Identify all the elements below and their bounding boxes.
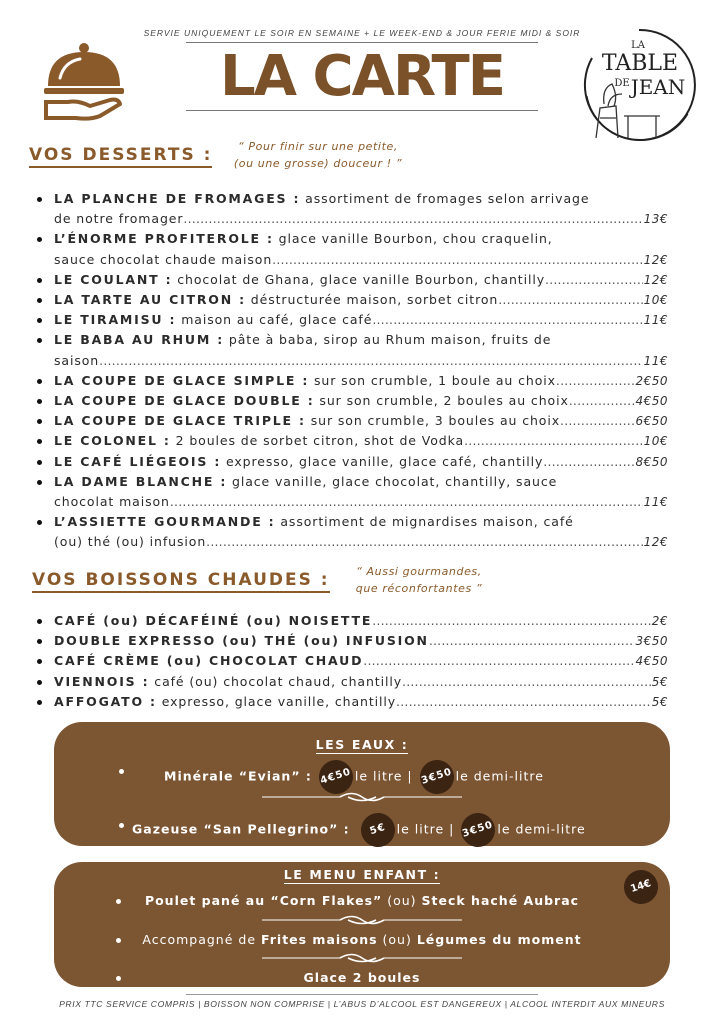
menu-item-description: sur son crumble, 1 boule au choix	[309, 372, 556, 388]
menu-item-description-continued: (ou) thé (ou) infusion	[54, 534, 207, 550]
menu-item-price: 5€	[651, 694, 668, 709]
menu-item-price: 12€	[643, 535, 668, 550]
menu-item-line	[54, 532, 668, 552]
dot-leader	[556, 371, 635, 391]
menu-item-name: LA PLANCHE DE FROMAGES :	[54, 191, 301, 206]
hot-drinks-quote-line2: que réconfortantes ”	[355, 582, 483, 595]
menu-item	[36, 189, 668, 229]
dessert-list	[36, 189, 668, 553]
menu-item	[36, 452, 668, 472]
dot-leader	[396, 692, 651, 712]
waters-panel	[54, 722, 670, 846]
bullet	[119, 769, 124, 774]
menu-item-description-continued: chocolat maison	[54, 494, 170, 510]
menu-item-line	[54, 631, 668, 651]
menu-item-line	[54, 330, 668, 350]
menu-item-price: 10€	[643, 434, 668, 449]
title-bottom-rule	[186, 110, 538, 111]
menu-item-line	[54, 512, 668, 532]
logo-text-la: LA	[631, 40, 645, 51]
menu-item-description: sur son crumble, 3 boules au choix	[305, 413, 561, 429]
menu-item-name: L’ÉNORME PROFITEROLE :	[54, 231, 274, 247]
dot-leader	[429, 631, 635, 651]
dot-leader	[464, 431, 642, 451]
water-sparkling-price-litre: 5€	[356, 809, 399, 852]
menu-item-description: assortiment de fromages selon arrivage	[300, 191, 590, 206]
kids-side-fries: Frites maisons	[261, 932, 378, 947]
menu-item-price: 4€50	[635, 654, 668, 669]
menu-item	[36, 472, 668, 512]
dot-leader	[372, 611, 651, 631]
menu-item	[36, 391, 668, 411]
water-sparkling-line	[132, 813, 667, 847]
kids-menu-price: 14€	[620, 866, 663, 909]
dot-leader	[560, 411, 634, 431]
menu-item-line	[54, 472, 668, 492]
kids-main-steak: Steck haché Aubrac	[421, 893, 580, 908]
menu-item-name: LE CAFÉ LIÉGEOIS :	[54, 453, 222, 469]
menu-item-name: LA COUPE DE GLACE DOUBLE :	[54, 393, 315, 409]
menu-item-description: glace vanille Bourbon, chou craquelin,	[273, 231, 553, 247]
service-hours-note: SERVIE UNIQUEMENT LE SOIR EN SEMAINE + LE WEEK-END & JOUR FERIE MIDI & SOIR	[143, 28, 581, 38]
menu-item-description: glace vanille, glace chocolat, chantilly, sauce	[227, 473, 558, 489]
dot-leader	[99, 351, 642, 371]
dot-leader	[498, 290, 642, 310]
hot-drinks-quote-line1: “ Aussi gourmandes,	[356, 565, 482, 578]
water-sparkling-price-half: 3€50	[457, 809, 500, 852]
footer-rule	[186, 994, 538, 995]
menu-item-price: 12€	[643, 272, 668, 287]
kids-main-or: (ou)	[382, 893, 422, 908]
menu-item	[36, 371, 668, 391]
menu-item-line	[54, 189, 668, 209]
dot-leader	[272, 250, 642, 270]
divider-ornament	[262, 790, 462, 804]
menu-item-description-continued: de notre fromager	[54, 211, 184, 227]
menu-item-line	[54, 411, 668, 431]
desserts-quote	[212, 138, 424, 172]
menu-item-name: L’ASSIETTE GOURMANDE :	[54, 514, 276, 530]
menu-item-line	[54, 672, 668, 692]
menu-item-price: 2€	[651, 614, 668, 628]
cloche-icon	[40, 38, 128, 122]
menu-item-description: 2 boules de sorbet citron, shot de Vodka	[170, 433, 465, 449]
waters-title-text: LES EAUX :	[315, 737, 409, 752]
page-title: LA CARTE	[219, 44, 504, 109]
hot-drinks-title: VOS BOISSONS CHAUDES :	[32, 570, 330, 593]
logo-text-de: DE	[614, 78, 630, 89]
water-still-unit-half: le demi-litre	[455, 768, 544, 784]
menu-item-line	[54, 209, 668, 229]
divider-ornament	[262, 951, 462, 965]
desserts-title: VOS DESSERTS :	[29, 145, 212, 168]
menu-item	[36, 330, 668, 370]
divider-ornament	[262, 913, 462, 927]
menu-item-line	[54, 270, 668, 290]
menu-item	[36, 310, 668, 330]
menu-item-price: 13€	[643, 212, 668, 227]
dot-leader	[372, 310, 642, 330]
menu-item-description: assortiment de mignardises maison, café	[275, 514, 574, 530]
kids-menu-dessert: Glace 2 boules	[303, 970, 421, 985]
menu-item-description: maison au café, glace café	[176, 312, 373, 328]
kids-side-intro: Accompagné de	[142, 932, 261, 947]
menu-item-price: 11€	[643, 495, 668, 510]
menu-item-name: AFFOGATO :	[54, 693, 157, 709]
menu-item-name: VIENNOIS :	[54, 673, 150, 689]
restaurant-logo	[578, 26, 700, 144]
menu-item	[36, 651, 668, 671]
water-still-price-half: 3€50	[415, 756, 458, 799]
dot-leader	[545, 270, 643, 290]
desserts-quote-line1: “ Pour finir sur une petite,	[238, 140, 398, 153]
dot-leader	[543, 452, 634, 472]
menu-item-name: LA COUPE DE GLACE TRIPLE :	[54, 413, 306, 429]
menu-item-line	[54, 651, 668, 671]
menu-item-description: expresso, glace vanille, glace café, chantilly	[221, 453, 544, 469]
menu-item	[36, 270, 668, 290]
menu-item-name: LE COLONEL :	[54, 433, 171, 449]
legal-footer: PRIX TTC SERVICE COMPRIS | BOISSON NON COMPRISE | L’ABUS D’ALCOOL EST DANGEREUX | ALCOOL INTERDIT AUX MINEURS	[59, 999, 665, 1009]
menu-item-name: LA DAME BLANCHE :	[54, 473, 228, 489]
menu-item-price: 6€50	[635, 414, 668, 429]
water-still-line	[164, 760, 664, 794]
menu-item-description: expresso, glace vanille, chantilly	[156, 693, 397, 709]
kids-menu-line-main	[54, 893, 670, 908]
dot-leader	[363, 651, 634, 671]
hot-drinks-list	[36, 611, 668, 712]
logo-text-jean: JEAN	[630, 75, 686, 99]
menu-item	[36, 229, 668, 269]
desserts-quote-line2: (ou une grosse) douceur ! ”	[233, 157, 403, 170]
kids-menu-title	[54, 867, 670, 882]
water-sparkling-unit-half: le demi-litre	[497, 821, 586, 837]
menu-item-description: café (ou) chocolat chaud, chantilly	[149, 673, 403, 689]
menu-item-line	[54, 611, 668, 631]
menu-item	[36, 611, 668, 631]
dot-leader	[402, 672, 651, 692]
dot-leader	[183, 209, 642, 229]
menu-item-description-continued: saison	[54, 352, 100, 368]
menu-item-description: pâte à baba, sirop au Rhum maison, fruits de	[224, 332, 552, 348]
menu-item-line	[54, 452, 668, 472]
menu-item-price: 10€	[643, 293, 668, 308]
bullet	[119, 823, 124, 828]
menu-item-name: CAFÉ CRÈME (ou) CHOCOLAT CHAUD	[54, 653, 364, 669]
menu-item-description: chocolat de Ghana, glace vanille Bourbon, chantilly	[172, 271, 546, 287]
menu-item-description-continued: sauce chocolat chaude maison	[54, 251, 273, 267]
logo-text-table: TABLE	[601, 51, 679, 76]
menu-item-line	[54, 351, 668, 371]
menu-item-description: sur son crumble, 2 boules au choix	[314, 393, 569, 409]
menu-item	[36, 431, 668, 451]
water-still-name: Minérale “Evian” :	[164, 768, 312, 784]
kids-side-or: (ou)	[377, 932, 417, 947]
menu-item	[36, 672, 668, 692]
kids-menu-line-side	[54, 932, 670, 947]
menu-item-name: LA COUPE DE GLACE SIMPLE :	[54, 372, 310, 388]
kids-main-chicken: Poulet pané au “Corn Flakes”	[144, 893, 383, 908]
kids-menu-panel	[54, 862, 670, 987]
menu-item-price: 8€50	[635, 454, 668, 469]
menu-item-line	[54, 250, 668, 270]
dot-leader	[206, 532, 642, 552]
menu-item	[36, 631, 668, 651]
menu-item	[36, 512, 668, 552]
dot-leader	[170, 492, 643, 512]
water-sparkling-unit-litre: le litre |	[396, 821, 455, 837]
menu-item-name: DOUBLE EXPRESSO (ou) THÉ (ou) INFUSION	[54, 633, 429, 649]
menu-item-line	[54, 371, 668, 391]
menu-item-price: 11€	[643, 353, 668, 368]
kids-menu-title-text: LE MENU ENFANT :	[283, 867, 441, 882]
menu-item-price: 3€50	[635, 634, 668, 649]
menu-item-price: 4€50	[635, 394, 668, 409]
menu-item-line	[54, 431, 668, 451]
menu-item-line	[54, 290, 668, 310]
menu-item	[36, 692, 668, 712]
menu-item-price: 2€50	[635, 373, 668, 388]
menu-item-name: LA TARTE AU CITRON :	[54, 292, 246, 308]
menu-item-price: 12€	[643, 252, 668, 267]
waters-title	[54, 737, 670, 752]
menu-item-price: 11€	[643, 313, 668, 328]
menu-item-line	[54, 692, 668, 712]
menu-item-name: CAFÉ (ou) DÉCAFÉINÉ (ou) NOISETTE	[54, 613, 373, 628]
menu-item-name: LE TIRAMISU :	[54, 312, 177, 328]
kids-side-vegetables: Légumes du moment	[416, 932, 582, 947]
menu-item	[36, 411, 668, 431]
menu-item-name: LE BABA AU RHUM :	[54, 332, 225, 348]
dot-leader	[569, 391, 635, 411]
menu-item	[36, 290, 668, 310]
menu-item-price: 5€	[651, 674, 668, 689]
menu-item-line	[54, 391, 668, 411]
menu-item-line	[54, 492, 668, 512]
menu-item-line	[54, 310, 668, 330]
water-still-price-litre: 4€50	[314, 756, 357, 799]
menu-item-description: déstructurée maison, sorbet citron	[245, 292, 499, 308]
water-sparkling-name: Gazeuse “San Pellegrino” :	[132, 821, 350, 837]
water-still-unit-litre: le litre |	[354, 768, 413, 784]
menu-item-line	[54, 229, 668, 249]
hot-drinks-quote	[338, 563, 500, 597]
menu-item-name: LE COULANT :	[54, 271, 173, 287]
